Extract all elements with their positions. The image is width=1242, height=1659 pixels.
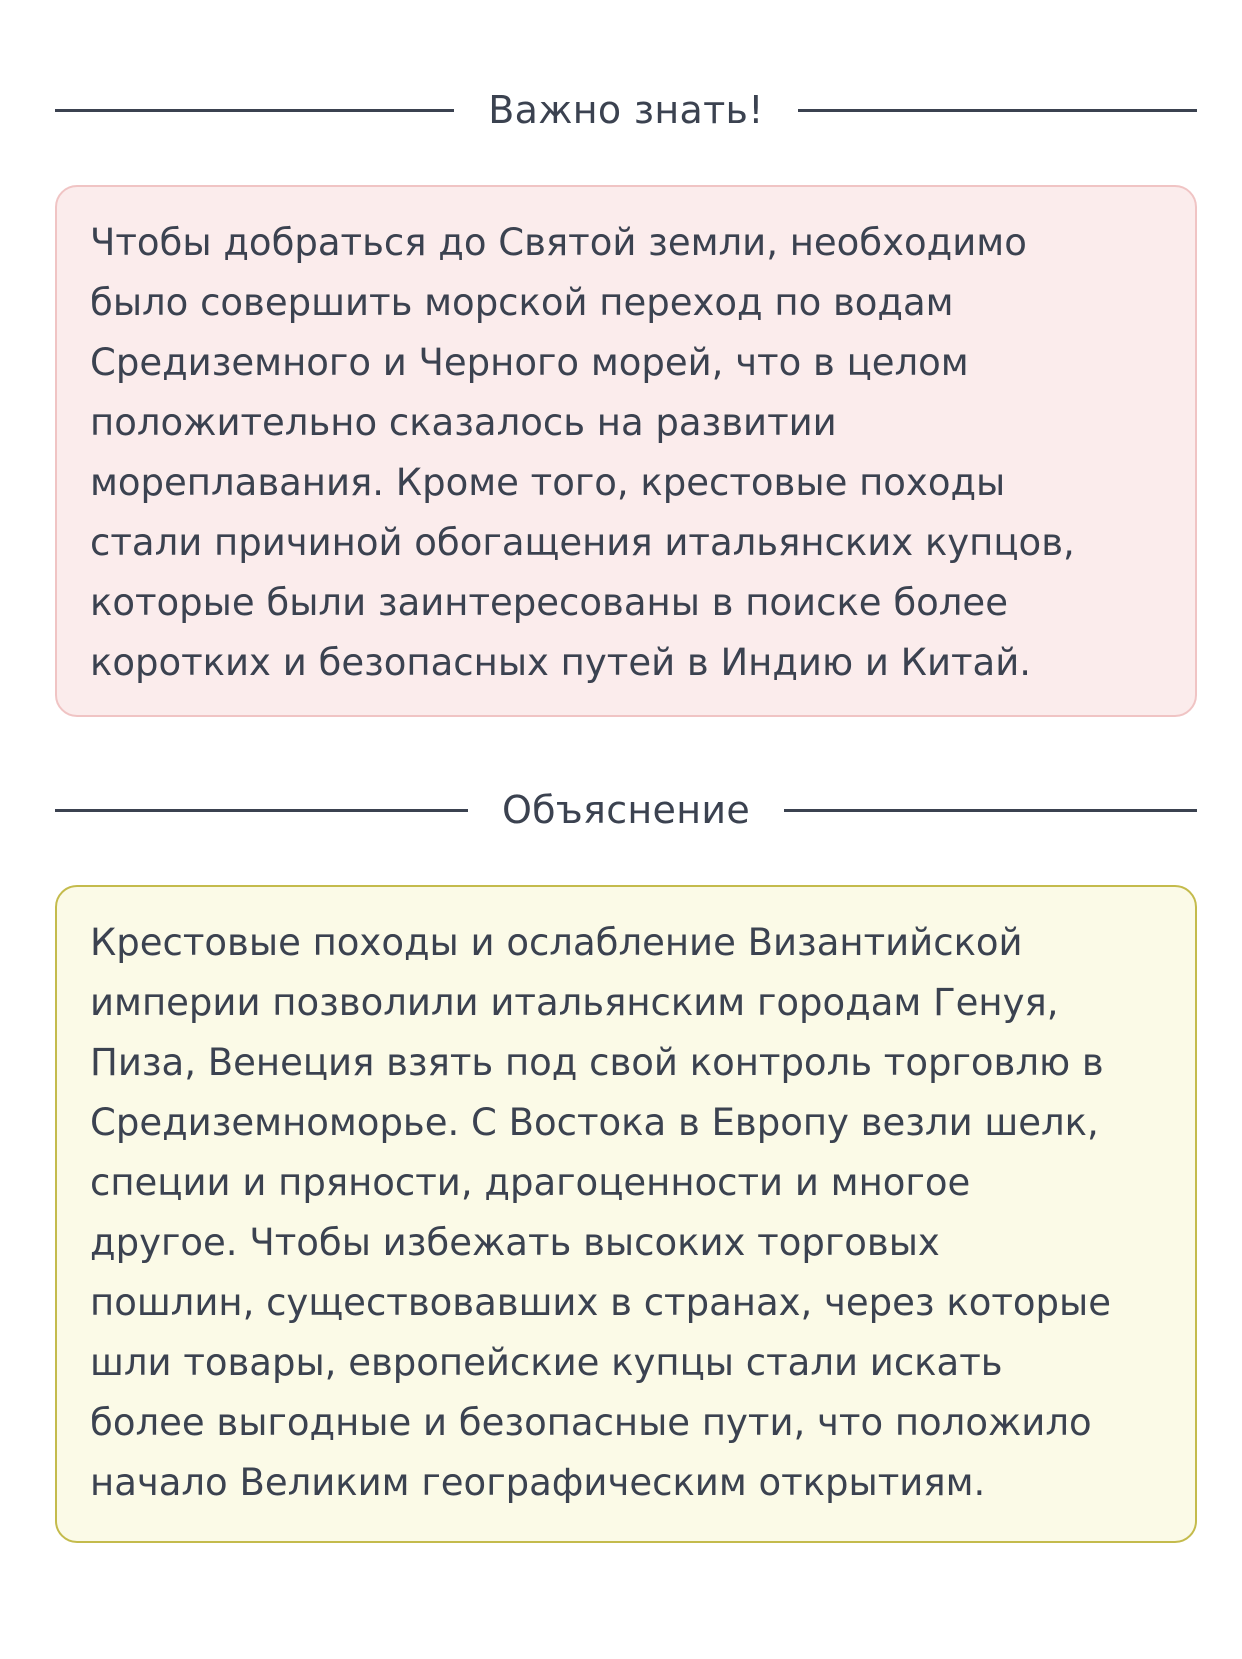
- important-heading: Важно знать!: [488, 88, 764, 132]
- important-section-header: [55, 80, 1197, 140]
- explanation-card: [55, 885, 1197, 1543]
- important-card: [55, 185, 1197, 717]
- divider-line-left: [55, 109, 454, 112]
- divider-line-right: [798, 109, 1197, 112]
- divider-line-right: [784, 809, 1197, 812]
- explanation-heading: Объяснение: [501, 788, 751, 832]
- divider-line-left: [55, 809, 468, 812]
- explanation-text: Крестовые походы и ослабление Византийской империи позволили итальянским городам Генуя, Пиза, Венеция взять под свой контроль торговлю в Средиземноморье. С Востока в Европу везли шелк, специи и пряности, драгоценности и многое другое. Чтобы избежать высоких торговых пошлин, существовавших в странах, через которые шли товары, европейские купцы стали искать более выгодные и безопасные пути, что положило начало Великим географическим открытиям.: [90, 921, 1111, 1504]
- explanation-section-header: [55, 780, 1197, 840]
- important-text: Чтобы добраться до Святой земли, необходимо было совершить морской переход по водам Средиземного и Черного морей, что в целом положительно сказалось на развитии мореплавания. Кроме того, крестовые походы стали причиной обогащения итальянских купцов, которые были заинтересованы в поиске более коротких и безопасных путей в Индию и Китай.: [90, 221, 1075, 684]
